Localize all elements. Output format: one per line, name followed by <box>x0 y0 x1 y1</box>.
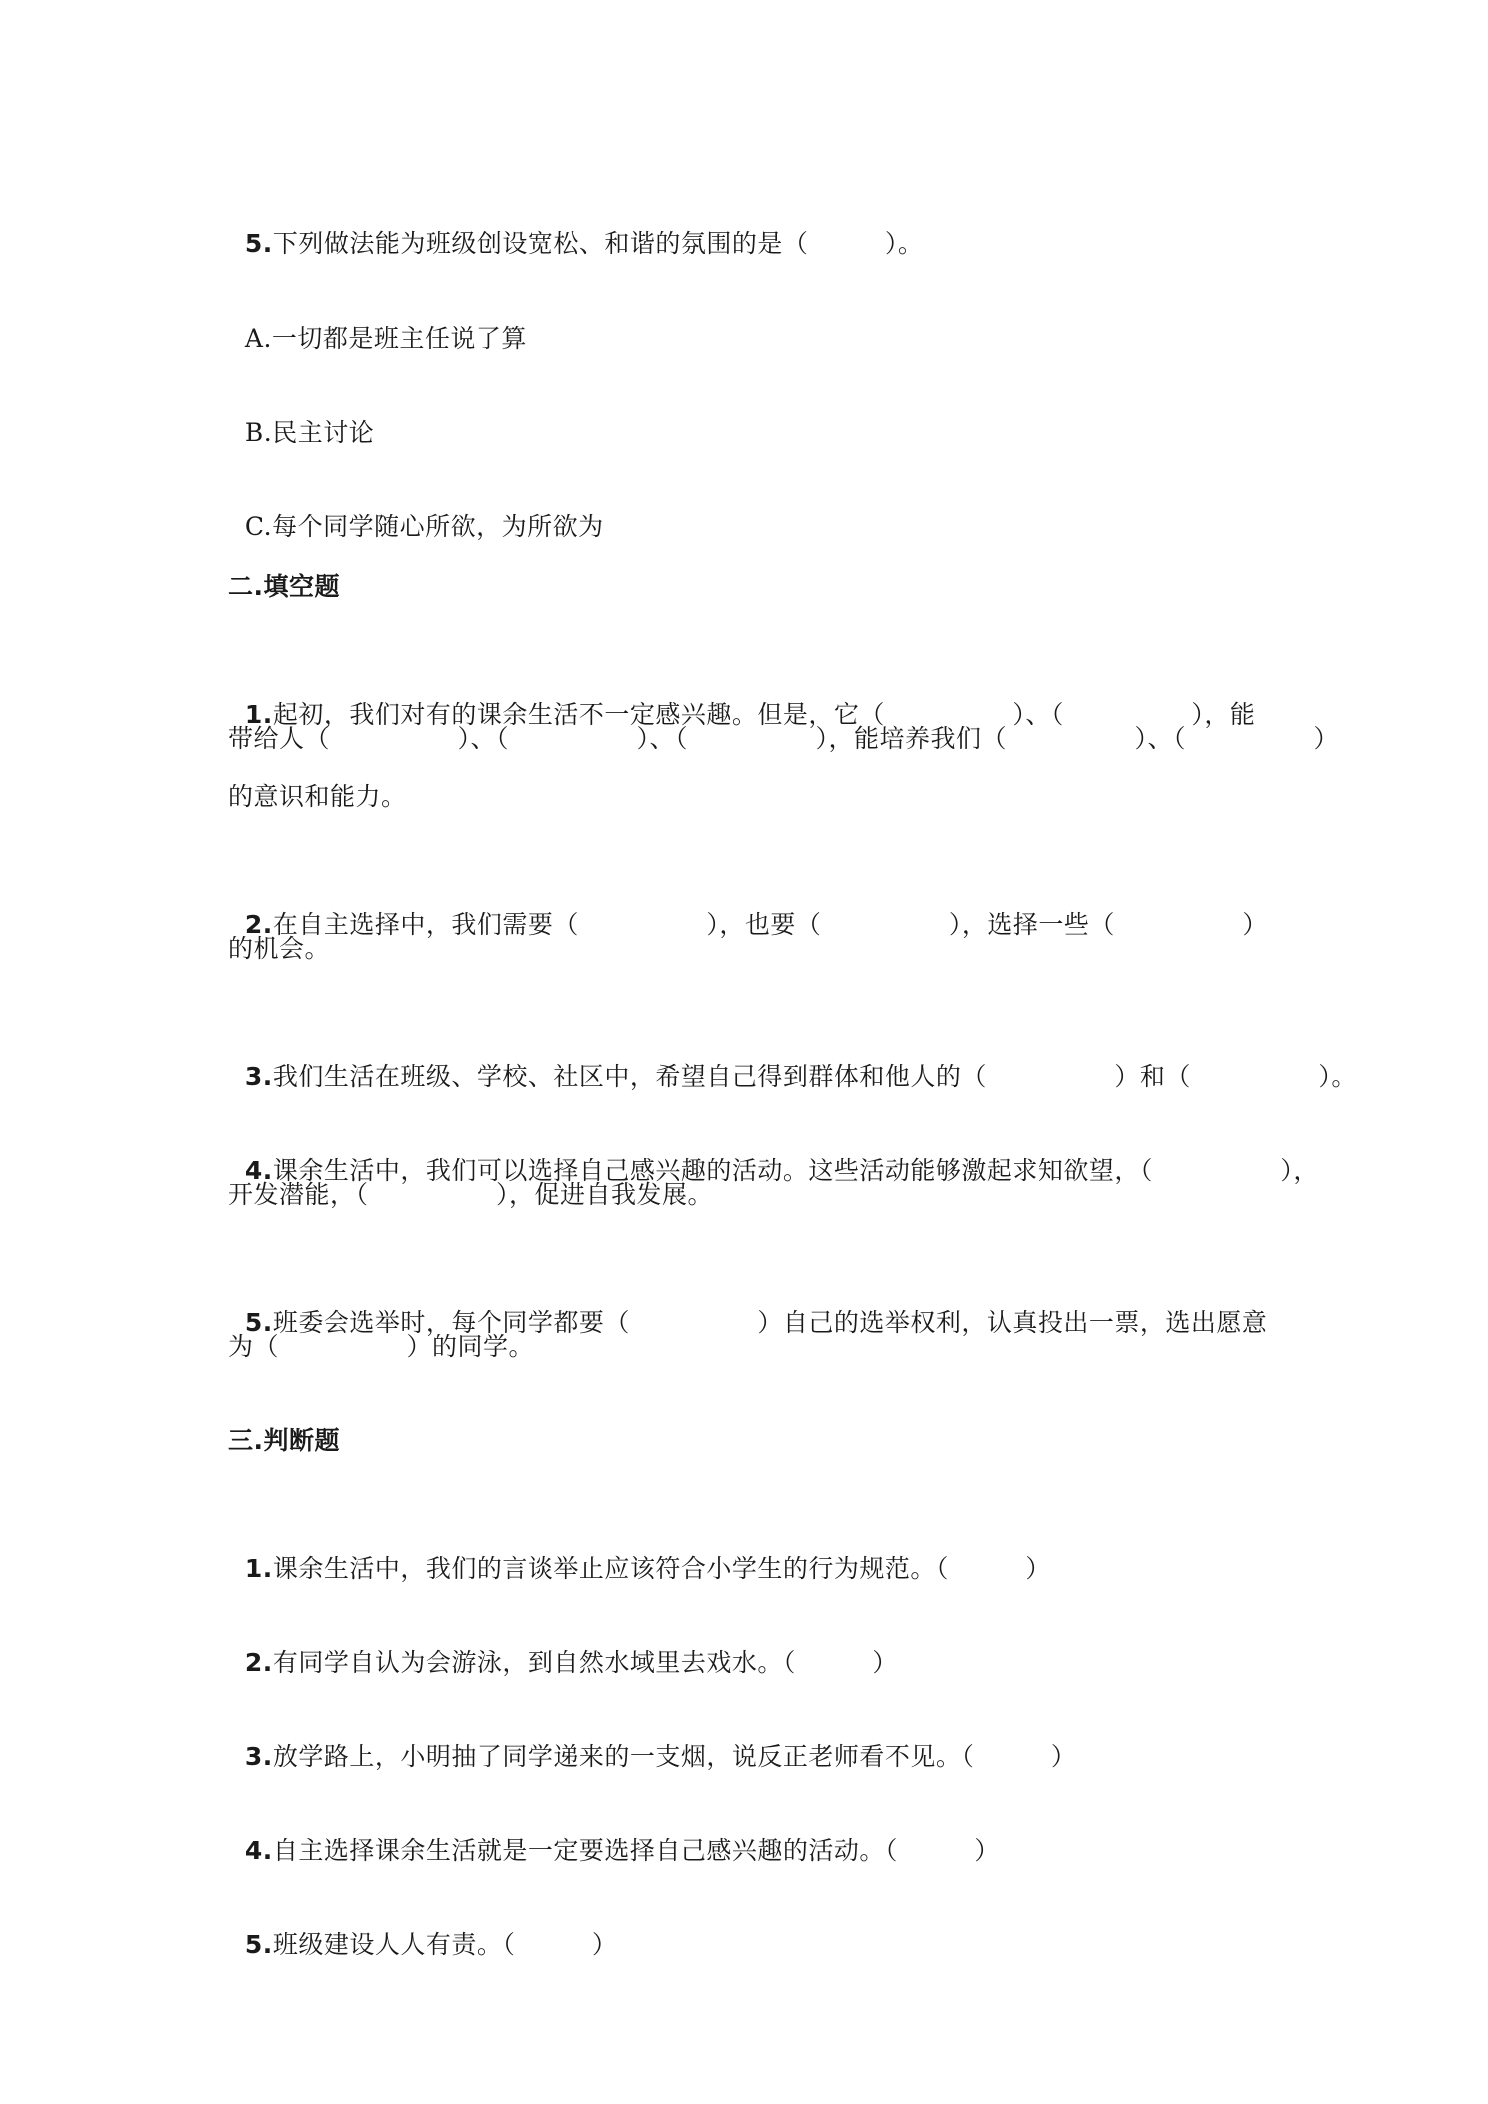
question-number: 2. <box>244 1648 273 1677</box>
question-number: 3. <box>244 1062 273 1091</box>
option-b-text: B.民主讨论 <box>244 418 375 447</box>
question-text: 课余生活中，我们的言谈举止应该符合小学生的行为规范。（ ） <box>272 1554 1051 1583</box>
option-b <box>228 382 374 450</box>
fill-question-5-line-2: 为（ ）的同学。 <box>228 1332 535 1361</box>
question-number: 1. <box>244 700 273 729</box>
fill-question-1-line-3: 的意识和能力。 <box>228 782 407 811</box>
option-c-text: C.每个同学随心所欲，为所欲为 <box>244 512 604 541</box>
question-text: 我们生活在班级、学校、社区中，希望自己得到群体和他人的（ ）和（ ）。 <box>272 1062 1357 1091</box>
option-c <box>228 476 604 544</box>
fill-question-1-line-2: 带给人（ ）、（ ）、（ ），能培养我们（ ）、（ ） <box>228 724 1340 753</box>
judge-question-1 <box>228 1518 1051 1586</box>
question-text: 自主选择课余生活就是一定要选择自己感兴趣的活动。（ ） <box>272 1836 1000 1865</box>
question-number: 4. <box>244 1836 273 1865</box>
question-number: 1. <box>244 1554 273 1583</box>
question-number: 2. <box>244 910 273 939</box>
option-a-text: A.一切都是班主任说了算 <box>244 324 527 353</box>
question-number: 5. <box>244 1930 273 1959</box>
fill-question-2-line-2: 的机会。 <box>228 934 331 963</box>
question-text: 起初，我们对有的课余生活不一定感兴趣。但是，它（ ）、（ ），能 <box>272 700 1256 729</box>
question-number: 5. <box>244 229 273 258</box>
question-number: 5. <box>244 1308 273 1337</box>
question-text: 下列做法能为班级创设宽松、和谐的氛围的是（ ）。 <box>272 229 924 258</box>
question-text: 班委会选举时，每个同学都要（ ）自己的选举权利，认真投出一票，选出愿意 <box>272 1308 1268 1337</box>
question-text: 在自主选择中，我们需要（ ），也要（ ），选择一些（ ） <box>272 910 1268 939</box>
judge-question-3 <box>228 1706 1076 1774</box>
judge-question-4 <box>228 1800 1000 1868</box>
question-text: 有同学自认为会游泳，到自然水域里去戏水。（ ） <box>272 1648 898 1677</box>
judge-question-2 <box>228 1612 898 1680</box>
fill-question-4-line-2: 开发潜能，（ ），促进自我发展。 <box>228 1180 714 1209</box>
question-text: 放学路上，小明抽了同学递来的一支烟，说反正老师看不见。（ ） <box>272 1742 1077 1771</box>
choice-question-5 <box>228 193 923 261</box>
question-number: 3. <box>244 1742 273 1771</box>
question-number: 4. <box>244 1156 273 1185</box>
judge-question-5 <box>228 1894 617 1962</box>
fill-question-3 <box>228 1026 1357 1094</box>
section-heading-true-false: 三.判断题 <box>228 1426 340 1455</box>
section-heading-fill-in: 二.填空题 <box>228 572 340 601</box>
fill-question-2-line-1 <box>228 874 1268 942</box>
question-text: 课余生活中，我们可以选择自己感兴趣的活动。这些活动能够激起求知欲望，（ ）， <box>272 1156 1319 1185</box>
question-text: 班级建设人人有责。（ ） <box>272 1930 618 1959</box>
option-a <box>228 288 527 356</box>
